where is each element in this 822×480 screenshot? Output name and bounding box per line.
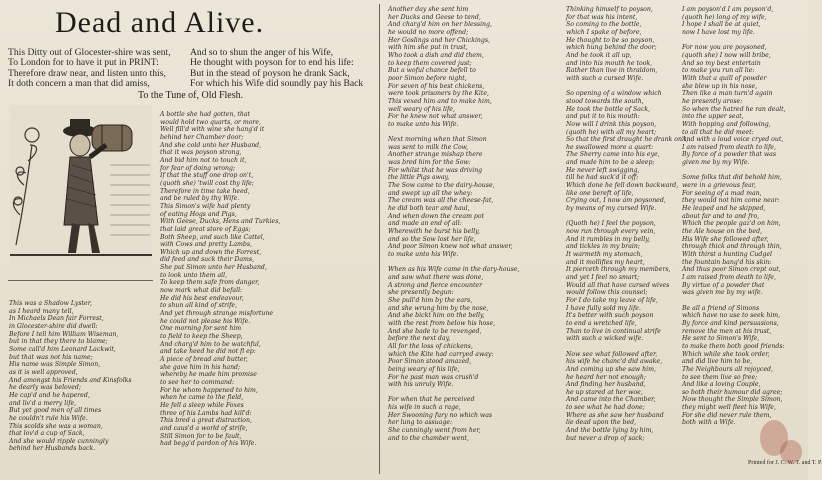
verse-line: Be all a friend of Simons: [682, 304, 760, 312]
verse-line: they might well fleet his Wife,: [682, 404, 776, 412]
verse-line: that lov'd a cup of Sack,: [9, 430, 85, 438]
verse-line: Rather than live in thraldom,: [566, 67, 658, 75]
verse-line: (quoth he) long of my wife,: [682, 13, 767, 21]
verse-line: remove the men at his trust,: [682, 327, 772, 335]
verse-line: And charg'd him on her blessing,: [388, 21, 492, 29]
verse-line: to keep them covered just;: [388, 59, 472, 67]
verse-line: about far and to and fro,: [682, 212, 760, 220]
verse-line: The Sow came to the dairy-house,: [388, 182, 495, 190]
verse-line: It pierceth through my members,: [566, 266, 671, 274]
verse-line: in Glocester-shire did dwell:: [9, 322, 98, 330]
verse-line: (quoth she) I now will bribe,: [682, 51, 771, 59]
verse-line: And she cold unto her Husband,: [160, 141, 262, 149]
verse-line: he could not please his Wife.: [160, 317, 251, 325]
verse-line: To keep them safe from danger,: [160, 279, 260, 287]
intro-line: He thought with poyson for to end his life:: [190, 57, 354, 69]
verse-line: till he had suck'd it off:: [566, 174, 639, 182]
intro-left: [8, 48, 171, 90]
intro-line: It doth concern a man that did amiss,: [8, 78, 150, 90]
verse-column-4: [566, 6, 688, 442]
verse-line: For seeing of a mad man,: [682, 189, 762, 197]
verse-line: would follow this counsel;: [566, 289, 648, 297]
verse-line: to shun all kind of strife,: [160, 302, 238, 310]
verse-line: (Quoth he) I feel the poyson,: [566, 220, 656, 228]
verse-line: He cap'd and he hapered,: [9, 391, 90, 399]
verse-line: but that was not his name;: [9, 353, 93, 361]
verse-line: By force and kind persuasions,: [682, 319, 779, 327]
verse-line: Which the people gaz'd on him,: [682, 220, 781, 228]
verse-line: It's better with such poyson: [566, 312, 654, 320]
verse-line: With hopping and following,: [682, 120, 771, 128]
verse-line: his wife he chanc'd did awake,: [566, 358, 663, 366]
verse-line: was given me by my wife.: [682, 289, 763, 297]
verse-line: to make unto his Wife.: [388, 120, 459, 128]
verse-line: And it rumbles in my belly,: [566, 235, 650, 243]
verse-line: she presently begun:: [388, 289, 454, 297]
verse-line: he dearly was beloved;: [9, 384, 81, 392]
verse-line: This vexed him and to make him,: [388, 97, 492, 105]
verse-line: When as his Wife came in the dary-house,: [388, 266, 520, 274]
verse-line: [682, 167, 786, 175]
verse-line: she blew up in his nose,: [682, 82, 758, 90]
verse-line: With Geese, Ducks, Hens and Turkies,: [160, 218, 281, 226]
verse-line: and caus'd a world of strife,: [160, 424, 248, 432]
verse-line: If that the stuff one drop on't,: [160, 172, 254, 180]
verse-line: One morning for sent him: [160, 325, 242, 333]
verse-line: This was a Shadow Lyster,: [9, 300, 92, 307]
verse-line: And thus poor Simon crept out,: [682, 266, 781, 274]
verse-column-2: [160, 111, 280, 448]
verse-line: All for the loss of chickens,: [388, 342, 473, 350]
verse-line: And she would ripple cunningly: [9, 437, 109, 445]
verse-line: And charg'd him to be watchful,: [160, 340, 261, 348]
verse-line: three of his Lambs had kill'd:: [160, 409, 252, 417]
verse-line: For he knew not what answer,: [388, 113, 483, 121]
intro-line: Therefore draw near, and listen unto this,: [8, 67, 166, 79]
verse-line: with the rest from below his hose,: [388, 319, 496, 327]
verse-line: with him she put in trust,: [388, 44, 468, 52]
verse-line: for fear of doing wrong;: [160, 164, 236, 172]
verse-line: given me by my Wife.: [682, 159, 750, 167]
verse-line: So when the hatred he ran dealt,: [682, 105, 786, 113]
verse-line: to field to keep the Sheep,: [160, 333, 243, 341]
verse-line: and take heed he did not fl ep:: [160, 348, 256, 356]
verse-line: [682, 37, 786, 45]
verse-line: (quoth he) with all my heart;: [566, 128, 657, 136]
verse-line: and made an end of all:: [388, 220, 462, 228]
verse-line: his wife in such a rage,: [388, 404, 461, 412]
verse-line: For I do take my leave of life,: [566, 296, 658, 304]
verse-line: with such a cursed Wife.: [566, 74, 644, 82]
paper-stain: [780, 440, 802, 464]
verse-line: behind her Chamber door;: [160, 133, 244, 141]
verse-line: by means of my cursed Wife.: [566, 205, 657, 213]
verse-line: to end a wretched life,: [566, 319, 637, 327]
verse-line: She pull'd him by the ears,: [388, 296, 473, 304]
verse-line: For seven of his best chickens,: [388, 82, 485, 90]
verse-line: poor Simon before night,: [388, 74, 467, 82]
verse-line: which hung behind the door;: [566, 44, 657, 52]
verse-line: A piece of bread and butter,: [160, 356, 248, 363]
verse-line: And the bottle lying by him,: [566, 427, 654, 435]
verse-line: but never a drop of sack;: [566, 434, 645, 442]
verse-line: And yet through strange misfortune: [160, 310, 274, 318]
intro-line: This Ditty out of Glocester-shire was sent,: [8, 47, 171, 58]
verse-line: The Sherry came into his eye,: [566, 151, 660, 159]
verse-line: Would all that have cursed wives: [566, 281, 670, 289]
verse-line: And with a loud voice cryed out,: [682, 136, 784, 144]
verse-line: His name was Simple Simon,: [9, 361, 101, 369]
verse-line: the little Pigs away,: [388, 174, 450, 182]
verse-line: And bid him not to touch it,: [160, 156, 247, 164]
verse-line: Some folks that did behold him,: [682, 174, 782, 182]
verse-line: he couldn't rule his Wife.: [9, 414, 88, 422]
verse-column-1: [9, 300, 132, 453]
verse-line: had begg'd pardon of his Wife.: [160, 440, 257, 448]
verse-line: like one bereft of life,: [566, 189, 634, 197]
verse-line: and yet I feel no smart;: [566, 273, 640, 281]
verse-line: to all that he did meet:: [682, 128, 754, 136]
verse-line: [682, 297, 786, 305]
verse-line: Than to live in continual strife: [566, 327, 661, 335]
verse-line: I am poyson'd I am poyson'd,: [682, 6, 774, 13]
intro-line: But in the stead of poyson he drank Sack,: [190, 67, 350, 79]
verse-line: Now will I drink this poyson,: [566, 120, 657, 128]
intro-line: To London for to have it put in PRINT:: [8, 57, 159, 69]
verse-line: her Ducks and Geese to tend,: [388, 13, 481, 21]
verse-line: Which done he fell down backward,: [566, 182, 679, 190]
verse-line: to look unto them all,: [160, 271, 228, 279]
verse-line: Another day she sent him: [388, 6, 469, 13]
verse-line: for that was his intent,: [566, 13, 638, 21]
verse-line: And like a loving Couple,: [682, 381, 761, 389]
verse-line: Which while she took order,: [682, 350, 770, 358]
verse-line: It warmeth my stomach,: [566, 251, 643, 258]
verse-line: was sent to milk the Cow,: [388, 143, 469, 151]
verse-line: so both their humour did agree;: [682, 388, 783, 396]
verse-line: And poor Simon knew not what answer,: [388, 243, 513, 251]
verse-line: the fountain bang'd his skin:: [682, 258, 772, 266]
verse-line: Still Simon for to be fault,: [160, 432, 242, 440]
verse-line: with his unruly Wife.: [388, 381, 454, 389]
verse-line: Crying out, I now am poysoned,: [566, 197, 666, 205]
verse-line: With thirst a hunting Cudgel: [682, 251, 772, 258]
verse-line: For he past man was crush'd: [388, 373, 479, 381]
verse-line: to make them both good friends:: [682, 342, 785, 350]
verse-line: now I have lost my life.: [682, 28, 755, 36]
verse-line: with Cows and pretty Lambs,: [160, 241, 252, 249]
verse-line: lie dead upon the bed,: [566, 419, 637, 427]
verse-line: I am raised from death to life,: [682, 273, 776, 281]
woodcut-drinking-man-illustration: [10, 105, 152, 265]
verse-line: A bottle she had gotten, that: [160, 111, 250, 118]
verse-line: to see them live so free;: [682, 373, 758, 381]
verse-line: Wherewith he burst his belly,: [388, 228, 480, 236]
verse-line: he would no more offend;: [388, 28, 469, 36]
verse-line: This bred a great distraction,: [160, 417, 252, 425]
verse-line: to see her to command:: [160, 378, 235, 386]
verse-line: And he took it all up,: [566, 51, 632, 59]
verse-line: Next morning when that Simon: [388, 136, 487, 144]
verse-line: Poor Simon stood amazed,: [388, 358, 472, 366]
verse-line: (quoth she) 'twill cost thy life;: [160, 179, 254, 187]
verse-line: through thick and through thin,: [682, 243, 782, 251]
verse-line: But a woful chance befell to: [388, 67, 476, 75]
column-divider: [379, 4, 380, 474]
verse-line: to make you run all lie:: [682, 67, 755, 75]
verse-line: And finding her husband,: [566, 381, 646, 389]
verse-line: For he whom happened to him,: [160, 386, 258, 394]
verse-line: A strong and fierce encounter: [388, 281, 483, 289]
verse-line: to see what he had done;: [566, 404, 645, 412]
verse-line: he heard her not enough;: [566, 373, 646, 381]
verse-line: and saw what there was done,: [388, 273, 484, 281]
verse-column-3: [388, 6, 519, 442]
verse-line: By virtue of a powder that: [682, 281, 765, 289]
verse-line: I have fully sold my life.: [566, 304, 641, 312]
verse-line: now run through every vein,: [566, 228, 656, 236]
verse-line: [566, 343, 688, 351]
verse-line: Which up and down the Forrest,: [160, 248, 262, 256]
verse-line: he up stared at her woe,: [566, 388, 643, 396]
verse-line: So that the first draught he drank on't,: [566, 136, 689, 144]
verse-line: which I spake of before,: [566, 28, 642, 36]
verse-line: [388, 259, 519, 267]
verse-line: as it is well approved,: [9, 368, 78, 376]
verse-line: And she bade to be revenged,: [388, 327, 482, 335]
verse-line: and made him to be a sleep;: [566, 159, 655, 167]
verse-line: He leaped and he skipped,: [682, 205, 766, 213]
verse-line: Her Goslings and her Chickings,: [388, 36, 491, 44]
verse-line: both with a Wife.: [682, 419, 736, 427]
verse-line: [388, 129, 519, 137]
verse-line: and did live him to be,: [682, 358, 753, 366]
verse-line: The cream was all the cheese-fat,: [388, 197, 494, 205]
verse-line: did feed and suck their Dams,: [160, 256, 255, 264]
verse-line: [566, 213, 688, 221]
verse-column-5: [682, 6, 786, 427]
verse-line: he did both tear and haul,: [388, 205, 470, 213]
verse-line: He took the bottle of Sack,: [566, 105, 651, 113]
verse-line: and to the chamber went,: [388, 434, 469, 442]
verse-line: of eating Hogs and Pigs,: [160, 210, 237, 218]
verse-line: they would not him come near:: [682, 197, 780, 205]
verse-line: He fell a sleep while Foxes: [160, 401, 244, 409]
verse-line: He thought to be so poyson,: [566, 36, 655, 44]
verse-line: but in that they there to blame;: [9, 338, 108, 346]
intro-line: And so to shun the anger of his Wife,: [190, 47, 334, 58]
intro-line: For which his Wife did soundly pay his Back: [190, 78, 364, 90]
verse-line: For she did never rule them,: [682, 411, 772, 419]
verse-line: she gave him in his hand;: [160, 363, 241, 371]
verse-line: and put it to his mouth:: [566, 113, 640, 121]
verse-line: Thinking himself to poyson,: [566, 6, 653, 13]
verse-line: that laid great store of Eggs;: [160, 225, 251, 233]
verse-line: as I heard many tell,: [9, 307, 74, 315]
verse-line: And came into the Chamber,: [566, 396, 656, 404]
verse-line: and be ruled by thy Wife.: [160, 195, 240, 203]
verse-line: which the Kite had carryed away:: [388, 350, 494, 358]
verse-line: And coming up she saw him,: [566, 365, 656, 373]
verse-line: Therefore in time take heed,: [160, 187, 250, 195]
verse-line: was bred him for the Sow:: [388, 159, 471, 167]
verse-line: For when that he perceived: [388, 396, 475, 404]
verse-line: Who took a dish and did them,: [388, 51, 484, 59]
verse-line: Now thought the Simple Simon,: [682, 396, 783, 404]
verse-line: and liv'd a merry life,: [9, 399, 77, 407]
verse-line: She cunningly went from her,: [388, 427, 481, 435]
verse-line: Another strange mishap there: [388, 151, 483, 159]
verse-line: Well fill'd with wine she hang'd it: [160, 126, 265, 134]
verse-line: So opening of a window which: [566, 90, 662, 98]
verse-line: whereby he made him promise: [160, 371, 257, 379]
verse-line: Both Sheep, and such like Cattel,: [160, 233, 265, 241]
verse-line: and into his mouth he took,: [566, 59, 653, 67]
verse-line: that it was poyson strong,: [160, 149, 242, 157]
verse-line: With that a quill of powder: [682, 74, 767, 82]
tune-line: To the Tune of, Old Flesh.: [138, 90, 244, 101]
verse-line: He sent to Simon's Wife,: [682, 335, 760, 343]
verse-line: And she bickt him on the belly,: [388, 312, 485, 320]
verse-line: His Wife she followed after,: [682, 235, 769, 243]
verse-line: Some call'd him Leonard Lackwit,: [9, 345, 116, 353]
printer-imprint: Printed for J. C. W. T. and T. P.: [748, 460, 822, 466]
verse-line: which have no use to seek him,: [682, 312, 781, 320]
verse-line: Then like a man turn'd again: [682, 90, 773, 98]
verse-line: I am raised from death to life,: [682, 143, 776, 151]
intro-right: [190, 48, 363, 90]
verse-line: He did his best endeavour,: [160, 294, 244, 302]
verse-line: [566, 83, 688, 91]
verse-line: This Simon's wife had plenty: [160, 202, 251, 210]
verse-line: the Ale house on the bed,: [682, 228, 763, 236]
verse-line: In Michaels Dean fair Forrest,: [9, 315, 104, 323]
ballad-title: Dead and Alive.: [55, 6, 265, 39]
verse-line: being weary of his life,: [388, 365, 460, 373]
verse-line: He never left swigging,: [566, 166, 640, 174]
verse-line: stood towards the south,: [566, 97, 644, 105]
illustration-divider: [8, 280, 153, 281]
verse-line: well weary of his life,: [388, 105, 455, 113]
verse-line: [388, 389, 519, 397]
verse-line: into the upper seat,: [682, 113, 744, 121]
verse-line: For now you are poysoned,: [682, 44, 767, 52]
verse-line: And so my best entertain: [682, 59, 761, 67]
verse-line: he presently arose:: [682, 97, 743, 105]
verse-line: And amongst his Friends and Kinsfolks: [9, 376, 132, 384]
verse-line: Where as she saw her husband: [566, 411, 664, 419]
verse-line: And when down the cream pot: [388, 212, 485, 220]
verse-line: were in a grievous fear,: [682, 182, 756, 190]
verse-line: he swallowed more a quart:: [566, 143, 654, 151]
verse-line: and tickles in my brain;: [566, 243, 640, 251]
verse-line: would hold two quarts, or more,: [160, 118, 262, 126]
verse-line: and so the Sow lost her life,: [388, 235, 476, 243]
verse-line: She put Simon unto her Husband,: [160, 264, 267, 272]
verse-line: I hope I shall be at quiet,: [682, 21, 761, 29]
verse-line: and she wrung him by the nose,: [388, 304, 489, 312]
verse-line: to make unto his Wife.: [388, 251, 459, 258]
verse-line: Her Swooning fury no which was: [388, 411, 493, 419]
verse-line: and it mollifies my heart,: [566, 258, 645, 266]
verse-line: But yet good men of all times: [9, 407, 102, 415]
verse-line: So coming to the bottle,: [566, 21, 642, 29]
verse-line: her lung to assuage:: [388, 419, 453, 427]
verse-line: Now see what followed after,: [566, 350, 658, 358]
verse-line: Before I tell him William Wiseman,: [9, 330, 119, 338]
verse-line: behind her Husbands back.: [9, 445, 96, 453]
verse-line: The Neighbours all rejoyced,: [682, 365, 773, 373]
verse-line: now mark what did befall:: [160, 287, 243, 295]
verse-line: and swept up all the whey:: [388, 189, 473, 197]
verse-line: By force of a powder that was: [682, 151, 777, 159]
verse-line: when he came to the field,: [160, 394, 244, 402]
verse-line: were took prisoners by the Kite,: [388, 90, 489, 98]
verse-line: For whilst that he was driving: [388, 166, 483, 174]
verse-line: with such a wicked wife.: [566, 335, 644, 343]
verse-line: This scolds she was a woman,: [9, 422, 103, 430]
verse-line: before the next day,: [388, 335, 451, 343]
